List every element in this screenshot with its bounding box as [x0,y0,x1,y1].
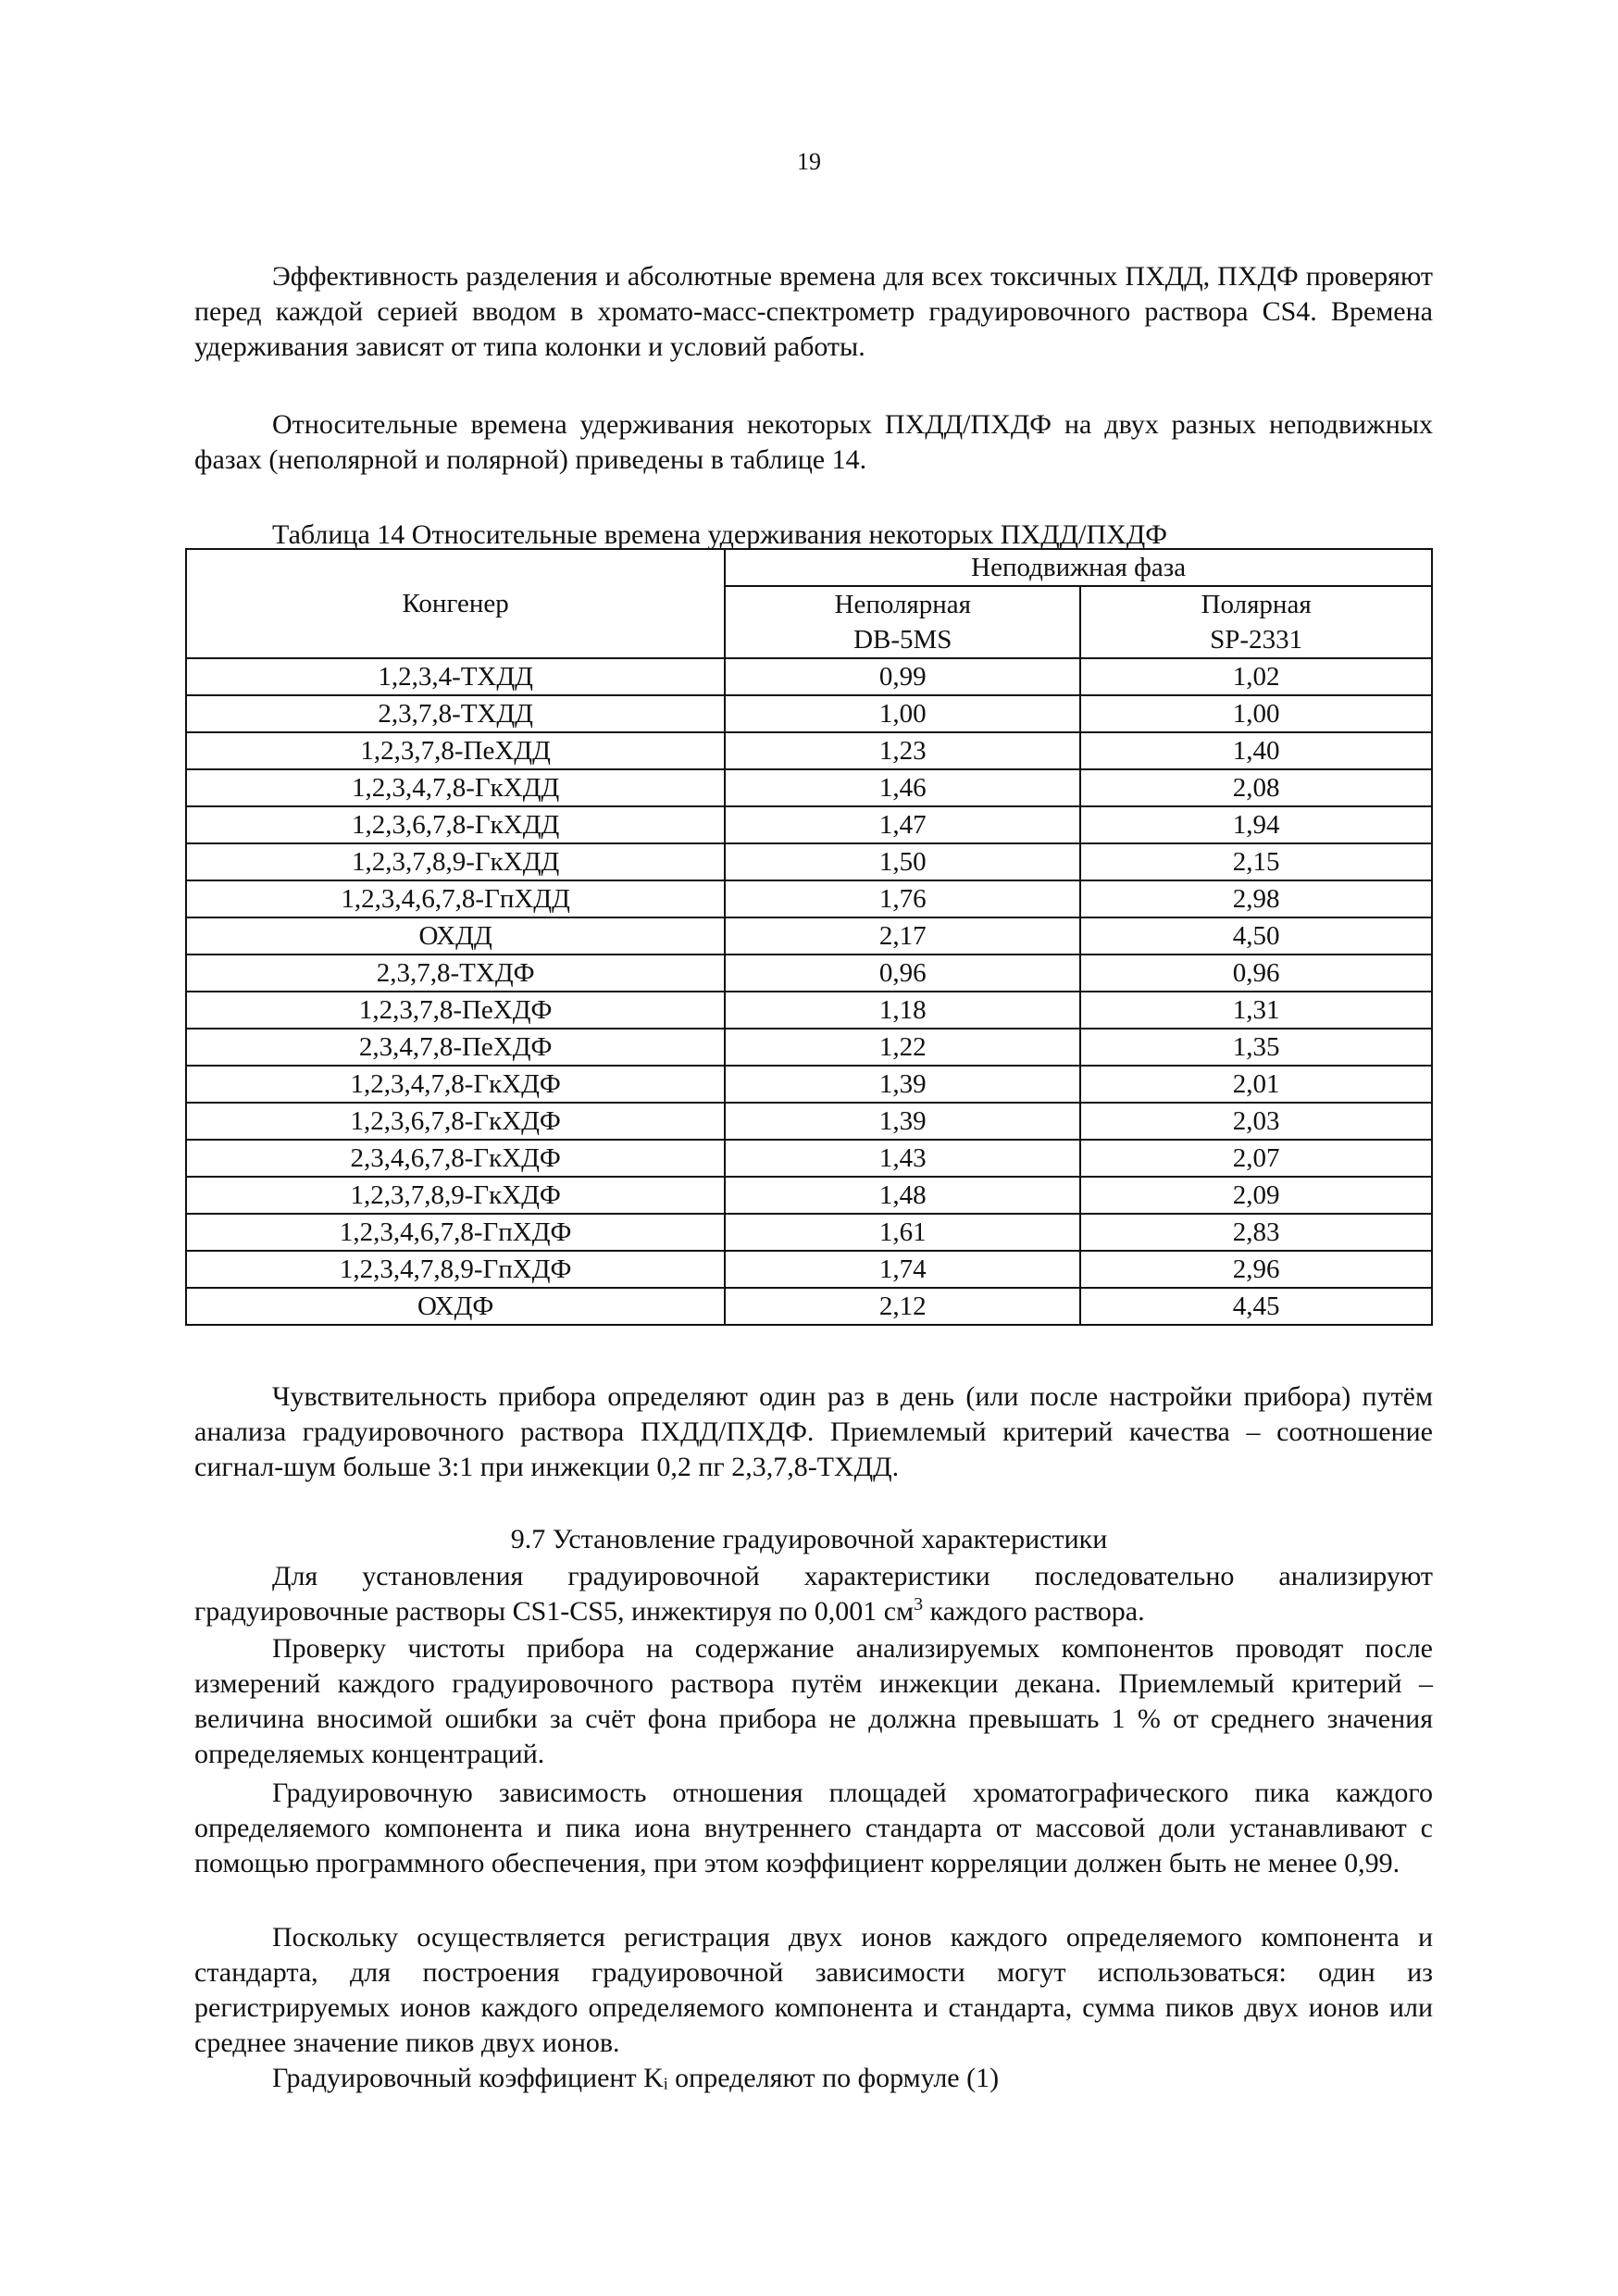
header-congener: Конгенер [186,549,725,658]
cell-nonpolar: 1,22 [725,1029,1080,1066]
cell-nonpolar: 1,18 [725,992,1080,1029]
table-row [186,1029,1432,1066]
header-nonpolar-column: DB-5MS [853,625,952,655]
cubic-superscript: 3 [914,1594,924,1615]
table-row [186,992,1432,1029]
table-header-row [186,549,1432,586]
cell-congener: 1,2,3,6,7,8-ГкХДД [186,806,725,843]
page-number: 19 [797,148,821,175]
cell-nonpolar: 1,74 [725,1251,1080,1288]
cell-polar: 2,98 [1080,880,1432,917]
table-row [186,769,1432,806]
cell-polar: 1,40 [1080,732,1432,769]
cell-nonpolar: 0,99 [725,658,1080,695]
paragraph-two-ions: Поскольку осуществляется регистрация двух ионов каждого определяемого компонента и стандарта, для построения градуировочной зависимости могут использоваться: один из регистрируемых ионов каждого определяемого компонента и стандарта, сумма пиков двух ионов или среднее значение пиков двух ионов. [194,1922,1433,2058]
cell-congener: 1,2,3,7,8,9-ГкХДД [186,843,725,880]
cell-polar: 2,01 [1080,1066,1432,1103]
paragraph-sensitivity: Чувствительность прибора определяют один раз в день (или после настройки прибора) путём анализа градуировочного раствора ПХДД/ПХДФ. Приемлемый критерий качества – соотношение сигнал-шум больше 3:1 при инжекции 0,2 пг 2,3,7,8-ТХДД. [194,1381,1433,1482]
section-heading: 9.7 Установление градуировочной характеристики [510,1524,1108,1554]
cell-polar: 2,96 [1080,1251,1432,1288]
table-row [186,806,1432,843]
header-polar-label: Полярная [1201,590,1312,619]
cell-polar: 2,07 [1080,1140,1432,1177]
cell-congener: 1,2,3,4,7,8,9-ГпХДФ [186,1251,725,1288]
cell-nonpolar: 1,48 [725,1177,1080,1214]
retention-times-table [185,548,1433,1326]
table-row [186,1177,1432,1214]
header-polar-column: SP-2331 [1210,625,1303,655]
table-row [186,1288,1432,1325]
cell-congener: 2,3,7,8-ТХДД [186,695,725,732]
header-nonpolar-label: Неполярная [834,590,971,619]
cell-congener: 1,2,3,4,6,7,8-ГпХДФ [186,1214,725,1251]
cell-nonpolar: 2,17 [725,917,1080,955]
table-row [186,955,1432,992]
table-caption: Таблица 14 Относительные времена удерживания некоторых ПХДД/ПХДФ [272,519,1167,550]
table-row [186,1066,1432,1103]
header-nonpolar [725,586,1080,658]
table-row [186,732,1432,769]
cell-polar: 2,03 [1080,1103,1432,1140]
cell-congener: 2,3,4,7,8-ПеХДФ [186,1029,725,1066]
cell-nonpolar: 0,96 [725,955,1080,992]
header-polar [1080,586,1432,658]
cell-polar: 1,00 [1080,695,1432,732]
cell-nonpolar: 2,12 [725,1288,1080,1325]
table-row [186,1140,1432,1177]
calibration-text-before: Для установления градуировочной характеристики последовательно анализируют градуировочные растворы CS1-CS5, инжектируя по 0,001 см [194,1561,1433,1627]
cell-polar: 0,96 [1080,955,1432,992]
paragraph-separation-efficiency: Эффективность разделения и абсолютные времена для всех токсичных ПХДД, ПХДФ проверяют перед каждой серией вводом в хромато-масс-спектрометр градуировочного раствора CS4. Времена удерживания зависят от типа колонки и условий работы. [194,261,1433,362]
cell-nonpolar: 1,47 [725,806,1080,843]
cell-congener: ОХДД [186,917,725,955]
cell-nonpolar: 1,23 [725,732,1080,769]
cell-polar: 4,45 [1080,1288,1432,1325]
table-row [186,695,1432,732]
cell-congener: 1,2,3,4,7,8-ГкХДФ [186,1066,725,1103]
cell-congener: 1,2,3,4,7,8-ГкХДД [186,769,725,806]
cell-polar: 1,94 [1080,806,1432,843]
cell-polar: 2,08 [1080,769,1432,806]
cell-congener: 2,3,4,6,7,8-ГкХДФ [186,1140,725,1177]
cell-congener: 1,2,3,7,8-ПеХДД [186,732,725,769]
table-row [186,1214,1432,1251]
cell-polar: 1,31 [1080,992,1432,1029]
table-row [186,880,1432,917]
table-row [186,843,1432,880]
cell-polar: 2,83 [1080,1214,1432,1251]
cell-nonpolar: 1,61 [725,1214,1080,1251]
cell-nonpolar: 1,39 [725,1103,1080,1140]
table-row [186,658,1432,695]
cell-polar: 2,09 [1080,1177,1432,1214]
cell-nonpolar: 1,39 [725,1066,1080,1103]
paragraph-instrument-purity: Проверку чистоты прибора на содержание анализируемых компонентов проводят после измерений каждого градуировочного раствора путём инжекции декана. Приемлемый критерий – величина вносимой ошибки за счёт фона прибора не должна превышать 1 % от среднего значения определяемых концентраций. [194,1633,1433,1769]
cell-nonpolar: 1,76 [725,880,1080,917]
cell-nonpolar: 1,00 [725,695,1080,732]
cell-nonpolar: 1,43 [725,1140,1080,1177]
cell-polar: 2,15 [1080,843,1432,880]
paragraph-relative-retention-intro: Относительные времена удерживания некоторых ПХДД/ПХДФ на двух разных неподвижных фазах (неполярной и полярной) приведены в таблице 14. [194,409,1433,475]
cell-congener: 1,2,3,6,7,8-ГкХДФ [186,1103,725,1140]
header-stationary-phase: Неподвижная фаза [725,549,1432,586]
cell-nonpolar: 1,46 [725,769,1080,806]
table-row [186,917,1432,955]
cell-congener: 1,2,3,4,6,7,8-ГпХДД [186,880,725,917]
cell-nonpolar: 1,50 [725,843,1080,880]
cell-polar: 4,50 [1080,917,1432,955]
paragraph-calibration-dependence: Градуировочную зависимость отношения площадей хроматографического пика каждого определяемого компонента и пика иона внутреннего стандарта от массовой доли устанавливают с помощью программного обеспечения, при этом коэффициент корреляции должен быть не менее 0,99. [194,1778,1433,1878]
table-row [186,1251,1432,1288]
paragraph-calibration-solutions [194,1559,1433,1629]
cell-congener: 1,2,3,4-ТХДД [186,658,725,695]
cell-polar: 1,02 [1080,658,1432,695]
cell-congener: ОХДФ [186,1288,725,1325]
calibration-text-after: каждого раствора. [923,1596,1145,1627]
cell-polar: 1,35 [1080,1029,1432,1066]
cell-congener: 2,3,7,8-ТХДФ [186,955,725,992]
paragraph-calibration-coefficient: Градуировочный коэффициент Kᵢ определяют по формуле (1) [272,2063,1000,2093]
cell-congener: 1,2,3,7,8-ПеХДФ [186,992,725,1029]
table-row [186,1103,1432,1140]
cell-congener: 1,2,3,7,8,9-ГкХДФ [186,1177,725,1214]
